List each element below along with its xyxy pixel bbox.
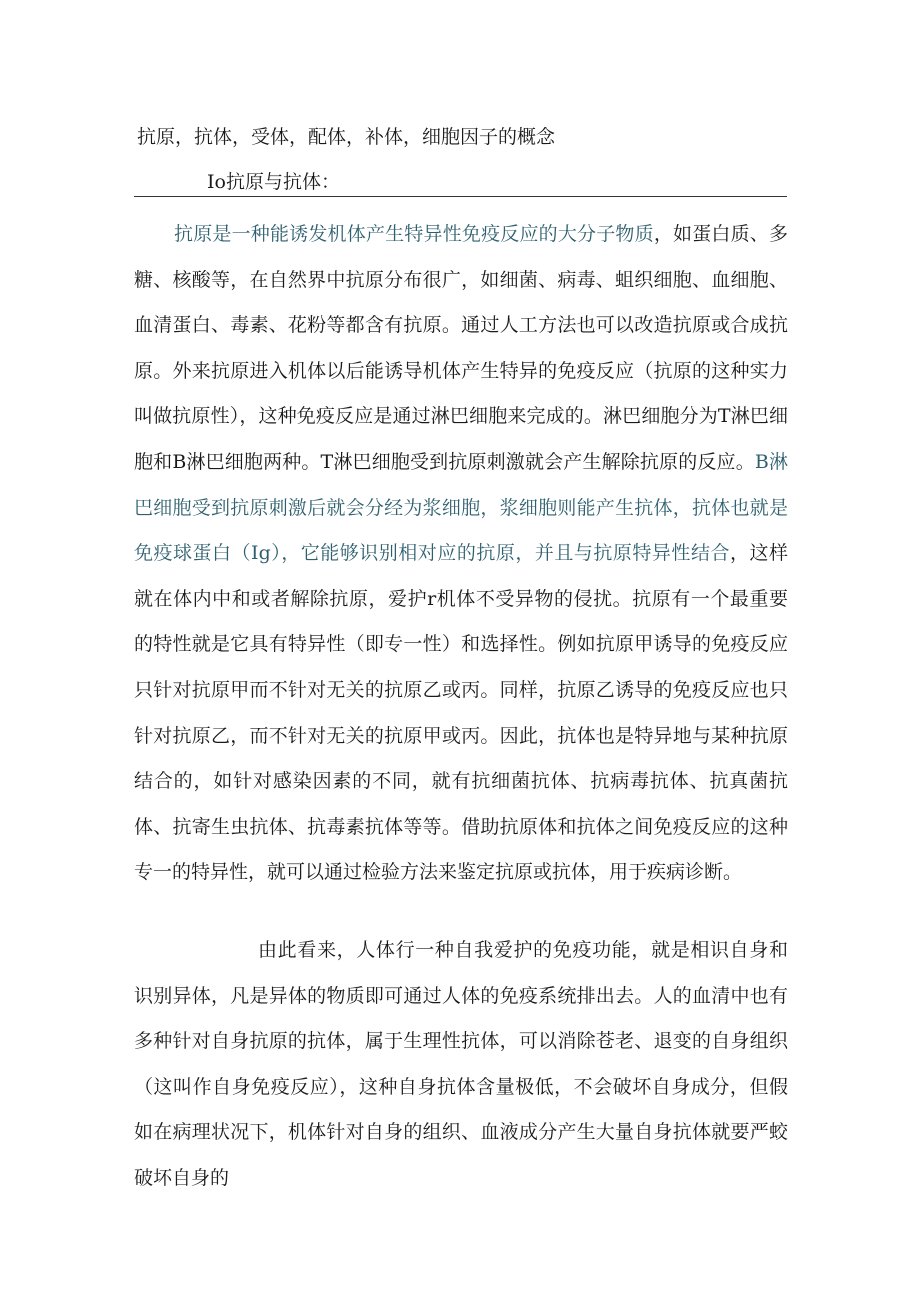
paragraph-antigen-antibody [134, 212, 788, 896]
paragraph-self-immunity: 由此看来，人体行一种自我爱护的免疫功能，就是相识自身和识别异体，凡是异体的物质即可通过人体的免疫系统排出去。人的血清中也有多种针对自身抗原的抗体，属于生理性抗体，可以消除苍老、退变的自身组织（这叫作自身免疫反应），这种自身抗体含量极低，不会破坏自身成分，但假如在病理状况下，机体针对自身的组织、血液成分产生大量自身抗体就要严蛟破坏自身的 [134, 939, 788, 1189]
body-text: ，这样就在体内中和或者解除抗原，爱护r机体不受异物的侵扰。抗原有一个最重要的特性就是它具有特异性（即专一性）和选择性。例如抗原甲诱导的免疫反应只针对抗原甲而不针对无关的抗原乙或丙。同样，抗原乙诱导的免疫反应也只针对抗原乙，而不针对无关的抗原甲或丙。因此，抗体也是特异地与某种抗原结合的，如针对感染因素的不同，就有抗细菌抗体、抗病毒抗体、抗真菌抗体、抗寄生虫抗体、抗毒素抗体等等。借助抗原体和抗体之间免疫反应的这种专一的特异性，就可以通过检验方法来鉴定抗原或抗体，用于疾病诊断。 [134, 542, 788, 884]
heading-divider [134, 196, 787, 197]
highlighted-text: 抗原是一种能诱发机体产生特异性免疫反应的大分子物质 [174, 223, 654, 245]
section-heading: Io抗原与抗体： [207, 171, 340, 193]
body-text: ，如蛋白质、多糖、核酸等，在自然界中抗原分布很广，如细菌、病毒、蛆织细胞、血细胞、血清蛋白、毒素、花粉等都含有抗原。通过人工方法也可以改造抗原或合成抗原。外来抗原进入机体以后能诱导机体产生特异的免疫反应（抗原的这种实力叫做抗原性），这种免疫反应是通过淋巴细胞来完成的。淋巴细胞分为T淋巴细胞和B淋巴细胞两种。T淋巴细胞受到抗原刺激就会产生解除抗原的反应。 [134, 223, 788, 473]
highlighted-text: B淋巴细胞受到抗原刺激后就会分经为浆细胞，浆细胞则能产生抗体，抗体也就是免疫球蛋白（Ig），它能够识别相对应的抗原，并且与抗原特异性结合 [134, 450, 788, 565]
document-title: 抗原，抗体，受体，配体，补体，细胞因子的概念 [137, 126, 556, 148]
